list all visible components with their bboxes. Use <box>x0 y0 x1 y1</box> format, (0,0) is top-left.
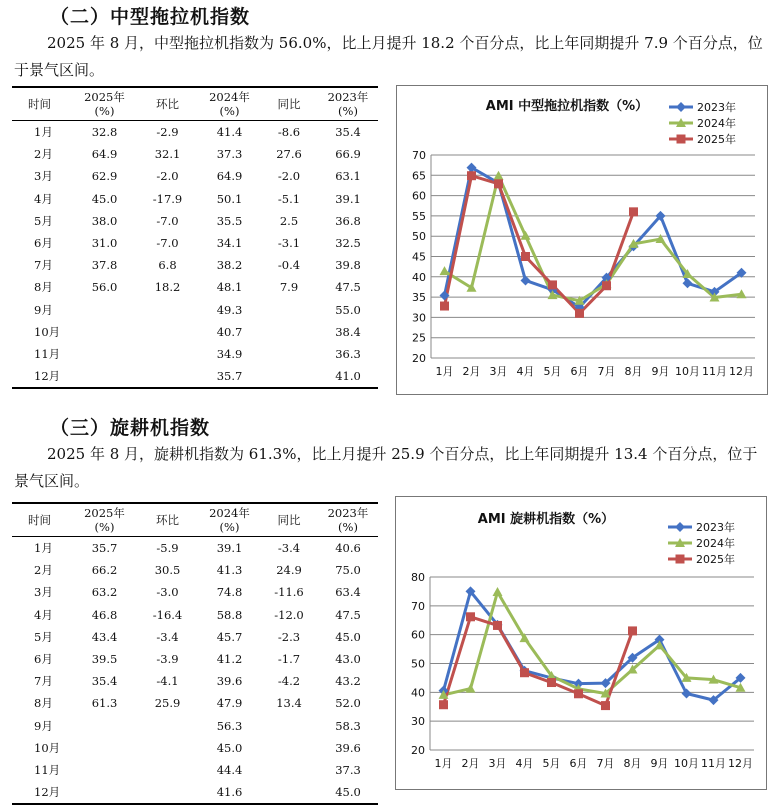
legend-label: 2025年 <box>697 133 736 146</box>
series-line <box>444 591 741 700</box>
value-cell: 43.0 <box>335 652 361 667</box>
data-point <box>521 231 531 240</box>
value-cell: 24.9 <box>276 563 302 578</box>
value-cell: 13.4 <box>276 696 302 711</box>
value-cell: 6.8 <box>158 258 177 273</box>
value-cell: 43.2 <box>335 674 361 689</box>
x-tick-label: 4月 <box>515 757 534 770</box>
value-cell <box>260 343 318 365</box>
value-cell: 43.4 <box>91 629 118 644</box>
column-header: 同比 <box>260 87 318 121</box>
value-cell: 39.8 <box>335 258 361 273</box>
value-cell: -2.9 <box>156 125 179 140</box>
value-cell: 47.5 <box>335 280 361 295</box>
chart-canvas <box>397 86 767 394</box>
value-cell: 45.0 <box>216 740 243 755</box>
column-header: 2024年 (%) <box>199 503 260 537</box>
x-tick-label: 9月 <box>650 757 669 770</box>
value-cell: 7.9 <box>279 280 299 295</box>
value-cell <box>136 343 199 365</box>
y-tick-label: 60 <box>412 189 426 203</box>
series-line <box>445 176 742 301</box>
y-tick-label: 70 <box>412 149 426 162</box>
x-tick-label: 11月 <box>702 365 727 378</box>
value-cell <box>260 737 318 759</box>
value-cell: 31.0 <box>91 236 118 251</box>
x-tick-label: 5月 <box>543 365 562 378</box>
value-cell: 38.0 <box>91 213 118 228</box>
data-point <box>602 281 611 290</box>
value-cell <box>73 343 136 365</box>
chart-canvas <box>396 497 766 789</box>
table-header-row <box>12 503 378 537</box>
value-cell: -5.9 <box>156 541 179 556</box>
y-tick-label: 60 <box>411 628 425 642</box>
section-heading: （二）中型拖拉机指数 <box>50 6 251 28</box>
legend-label: 2023年 <box>696 521 735 534</box>
x-tick-label: 7月 <box>597 365 616 378</box>
value-cell: -4.1 <box>156 674 179 689</box>
month-cell: 8月 <box>34 696 53 711</box>
value-cell: 63.2 <box>91 585 118 600</box>
table-row <box>12 781 378 804</box>
data-point <box>521 252 530 261</box>
value-cell: 48.1 <box>216 280 243 295</box>
column-header: 2025年 (%) <box>73 503 136 537</box>
value-cell: 27.6 <box>276 147 302 162</box>
y-tick-label: 30 <box>411 715 425 729</box>
table-row <box>12 581 378 603</box>
data-point <box>683 278 693 288</box>
value-cell: 47.9 <box>216 696 243 711</box>
table-row <box>12 365 378 388</box>
x-tick-label: 9月 <box>651 365 670 378</box>
value-cell: 74.8 <box>216 585 243 600</box>
x-tick-label: 8月 <box>624 365 643 378</box>
value-cell <box>260 759 318 781</box>
value-cell: 64.9 <box>91 147 118 162</box>
value-cell: 62.9 <box>91 169 118 184</box>
table-header-row <box>12 87 378 121</box>
column-header: 环比 <box>136 503 199 537</box>
data-point <box>575 309 584 318</box>
table-row <box>12 232 378 254</box>
y-tick-label: 25 <box>412 331 426 345</box>
value-cell: 50.1 <box>216 191 243 206</box>
month-cell: 1月 <box>34 541 53 556</box>
index-table <box>12 86 378 389</box>
table-row <box>12 648 378 670</box>
data-point <box>601 701 610 710</box>
value-cell: 41.6 <box>199 781 260 804</box>
value-cell: 32.8 <box>91 125 118 140</box>
value-cell: 39.6 <box>335 740 361 755</box>
month-cell: 11月 <box>34 762 61 777</box>
value-cell <box>260 781 318 804</box>
value-cell: 41.2 <box>216 652 243 667</box>
month-cell: 4月 <box>34 191 53 206</box>
value-cell <box>260 365 318 388</box>
value-cell: 18.2 <box>154 280 181 295</box>
value-cell <box>136 781 199 804</box>
value-cell <box>260 299 318 321</box>
value-cell: 41.3 <box>216 563 243 578</box>
table-row <box>12 537 378 560</box>
column-header: 2023年 (%) <box>318 87 378 121</box>
value-cell: 56.3 <box>216 718 243 733</box>
data-point <box>676 555 685 564</box>
series-line <box>445 168 742 308</box>
value-cell: 35.4 <box>91 674 118 689</box>
x-tick-label: 12月 <box>729 365 754 378</box>
value-cell: 38.2 <box>216 258 243 273</box>
data-point <box>548 280 557 289</box>
y-tick-label: 20 <box>412 352 426 365</box>
value-cell <box>73 715 136 737</box>
value-cell: -3.0 <box>156 585 179 600</box>
x-tick-label: 1月 <box>434 757 453 770</box>
value-cell: 32.5 <box>335 236 361 251</box>
value-cell: 64.9 <box>216 169 243 184</box>
value-cell: 30.5 <box>154 563 181 578</box>
value-cell: -11.6 <box>274 585 304 600</box>
table-row <box>12 670 378 692</box>
month-cell: 10月 <box>34 324 61 339</box>
value-cell: 39.1 <box>335 191 361 206</box>
data-point <box>676 102 686 112</box>
month-cell: 4月 <box>34 607 53 622</box>
table-row <box>12 604 378 626</box>
month-cell: 10月 <box>34 740 61 755</box>
y-tick-label: 30 <box>412 311 426 325</box>
data-point <box>547 678 556 687</box>
column-header: 2023年 (%) <box>318 503 378 537</box>
column-header: 时间 <box>12 503 73 537</box>
y-tick-label: 80 <box>411 571 425 584</box>
month-cell: 5月 <box>34 213 53 228</box>
column-header: 同比 <box>260 503 318 537</box>
x-tick-label: 7月 <box>596 757 615 770</box>
x-tick-label: 1月 <box>435 365 454 378</box>
data-point <box>493 587 503 596</box>
value-cell: 36.3 <box>335 346 361 361</box>
value-cell: 58.8 <box>216 607 243 622</box>
column-header: 环比 <box>136 87 199 121</box>
value-cell: 37.3 <box>335 762 361 777</box>
value-cell: -3.4 <box>156 629 179 644</box>
month-cell: 3月 <box>34 169 53 184</box>
table-row <box>12 165 378 187</box>
value-cell: -1.7 <box>277 652 301 667</box>
value-cell: 35.7 <box>199 365 260 388</box>
y-tick-label: 45 <box>412 250 426 264</box>
series-line <box>444 592 741 695</box>
month-cell: 3月 <box>34 585 53 600</box>
value-cell: 39.6 <box>216 674 243 689</box>
value-cell: 46.8 <box>91 607 118 622</box>
value-cell: -3.9 <box>156 652 179 667</box>
x-tick-label: 10月 <box>675 365 700 378</box>
value-cell: 45.0 <box>91 191 118 206</box>
y-tick-label: 40 <box>411 686 425 700</box>
value-cell: 52.0 <box>335 696 361 711</box>
legend-label: 2024年 <box>696 537 735 550</box>
x-tick-label: 12月 <box>728 757 753 770</box>
data-point <box>520 668 529 677</box>
table-row <box>12 254 378 276</box>
legend-label: 2023年 <box>697 101 736 114</box>
x-tick-label: 5月 <box>542 757 561 770</box>
month-cell: 12月 <box>12 365 73 388</box>
x-tick-label: 2月 <box>462 365 481 378</box>
table-row <box>12 737 378 759</box>
value-cell: 41.4 <box>216 125 243 140</box>
month-cell: 9月 <box>34 718 53 733</box>
value-cell: -16.4 <box>152 607 183 622</box>
month-cell: 2月 <box>34 563 53 578</box>
value-cell: -8.6 <box>277 125 301 140</box>
table-row <box>12 121 378 144</box>
value-cell: -5.1 <box>277 191 301 206</box>
value-cell: -2.3 <box>277 629 301 644</box>
value-cell: 40.7 <box>216 324 243 339</box>
value-cell: 25.9 <box>154 696 181 711</box>
value-cell: 66.2 <box>91 563 118 578</box>
data-point <box>439 700 448 709</box>
data-point <box>574 689 583 698</box>
value-cell: -0.4 <box>277 258 301 273</box>
value-cell <box>73 321 136 343</box>
value-cell: 37.3 <box>216 147 243 162</box>
y-tick-label: 70 <box>411 599 425 613</box>
value-cell: 55.0 <box>335 302 361 317</box>
value-cell <box>73 365 136 388</box>
value-cell: 63.1 <box>335 169 361 184</box>
value-cell <box>260 321 318 343</box>
data-point <box>677 135 686 144</box>
table-row <box>12 188 378 210</box>
data-point <box>466 612 475 621</box>
month-cell: 7月 <box>34 674 53 689</box>
value-cell <box>136 299 199 321</box>
index-table <box>12 502 378 805</box>
month-cell: 6月 <box>34 236 53 251</box>
value-cell: -7.0 <box>156 213 179 228</box>
table-row <box>12 210 378 232</box>
column-header: 2024年 (%) <box>199 87 260 121</box>
table-row <box>12 343 378 365</box>
month-cell: 1月 <box>34 125 53 140</box>
month-cell: 8月 <box>34 280 53 295</box>
legend-label: 2025年 <box>696 553 735 566</box>
value-cell: -17.9 <box>152 191 183 206</box>
table-row <box>12 626 378 648</box>
value-cell <box>73 299 136 321</box>
value-cell: -12.0 <box>274 607 304 622</box>
x-tick-label: 4月 <box>516 365 535 378</box>
column-header: 时间 <box>12 87 73 121</box>
y-tick-label: 55 <box>412 209 426 223</box>
value-cell <box>136 321 199 343</box>
series-line <box>445 176 634 314</box>
value-cell: -2.0 <box>156 169 179 184</box>
value-cell: 41.0 <box>318 365 378 388</box>
value-cell: 35.7 <box>91 541 118 556</box>
value-cell: 56.0 <box>91 280 118 295</box>
value-cell <box>73 781 136 804</box>
y-tick-label: 50 <box>411 657 425 671</box>
data-point <box>440 266 450 275</box>
table-row <box>12 276 378 298</box>
y-tick-label: 35 <box>412 291 426 305</box>
value-cell: 38.4 <box>335 324 361 339</box>
month-cell: 7月 <box>34 258 53 273</box>
value-cell <box>136 737 199 759</box>
table-row <box>12 759 378 781</box>
value-cell: 36.8 <box>335 213 361 228</box>
month-cell: 2月 <box>34 147 53 162</box>
x-tick-label: 6月 <box>569 757 588 770</box>
table-row <box>12 299 378 321</box>
table-row <box>12 321 378 343</box>
value-cell <box>73 759 136 781</box>
value-cell: 66.9 <box>335 147 361 162</box>
value-cell: -2.0 <box>277 169 301 184</box>
data-point <box>494 179 503 188</box>
value-cell <box>73 737 136 759</box>
value-cell: 34.1 <box>216 236 243 251</box>
value-cell: -3.1 <box>277 236 301 251</box>
y-tick-label: 40 <box>412 270 426 284</box>
table-row <box>12 715 378 737</box>
month-cell: 6月 <box>34 652 53 667</box>
value-cell <box>136 715 199 737</box>
data-point <box>682 688 692 698</box>
x-tick-label: 8月 <box>623 757 642 770</box>
x-tick-label: 6月 <box>570 365 589 378</box>
x-tick-label: 3月 <box>488 757 507 770</box>
chart-title: AMI 旋耕机指数（%） <box>477 512 615 527</box>
value-cell: 49.3 <box>216 302 243 317</box>
month-cell: 5月 <box>34 629 53 644</box>
value-cell: 58.3 <box>335 718 361 733</box>
value-cell: 35.5 <box>216 213 243 228</box>
data-point <box>629 207 638 216</box>
value-cell <box>136 759 199 781</box>
value-cell: 37.8 <box>91 258 118 273</box>
value-cell: 34.9 <box>216 346 243 361</box>
data-point <box>628 626 637 635</box>
data-point <box>467 171 476 180</box>
x-tick-label: 2月 <box>461 757 480 770</box>
month-cell: 9月 <box>34 302 53 317</box>
value-cell: 39.1 <box>216 541 243 556</box>
value-cell: 75.0 <box>335 563 361 578</box>
y-tick-label: 50 <box>412 230 426 244</box>
column-header: 2025年 (%) <box>73 87 136 121</box>
value-cell <box>260 715 318 737</box>
x-tick-label: 3月 <box>489 365 508 378</box>
value-cell: 47.5 <box>335 607 361 622</box>
value-cell: 35.4 <box>335 125 361 140</box>
chart-title: AMI 中型拖拉机指数（%） <box>485 99 649 114</box>
value-cell: -4.2 <box>277 674 301 689</box>
section-paragraph: 2025 年 8 月，旋耕机指数为 61.3%，比上月提升 25.9 个百分点，比上年同期提升 13.4 个百分点，位于景气区间。 <box>14 445 758 490</box>
month-cell: 11月 <box>34 346 61 361</box>
table-row <box>12 559 378 581</box>
table-row <box>12 143 378 165</box>
x-tick-label: 11月 <box>701 757 726 770</box>
value-cell: -7.0 <box>156 236 179 251</box>
value-cell: -3.4 <box>277 541 301 556</box>
value-cell <box>136 365 199 388</box>
line-chart <box>396 85 768 395</box>
value-cell: 45.0 <box>335 629 361 644</box>
x-tick-label: 10月 <box>674 757 699 770</box>
value-cell: 39.5 <box>91 652 118 667</box>
table-row <box>12 692 378 714</box>
y-tick-label: 65 <box>412 169 426 183</box>
month-cell: 12月 <box>12 781 73 804</box>
line-chart <box>395 496 767 790</box>
data-point <box>493 621 502 630</box>
value-cell: 44.4 <box>216 762 243 777</box>
value-cell: 2.5 <box>279 213 299 228</box>
data-point <box>440 302 449 311</box>
section-paragraph: 2025 年 8 月，中型拖拉机指数为 56.0%，比上月提升 18.2 个百分点，比上年同期提升 7.9 个百分点，位于景气区间。 <box>14 34 763 79</box>
section-heading: （三）旋耕机指数 <box>50 417 211 439</box>
value-cell: 40.6 <box>335 541 361 556</box>
value-cell: 45.0 <box>318 781 378 804</box>
y-tick-label: 20 <box>411 744 425 757</box>
value-cell: 63.4 <box>335 585 361 600</box>
value-cell: 45.7 <box>216 629 243 644</box>
value-cell: 32.1 <box>154 147 181 162</box>
legend-label: 2024年 <box>697 117 736 130</box>
value-cell: 61.3 <box>91 696 118 711</box>
data-point <box>675 522 685 532</box>
